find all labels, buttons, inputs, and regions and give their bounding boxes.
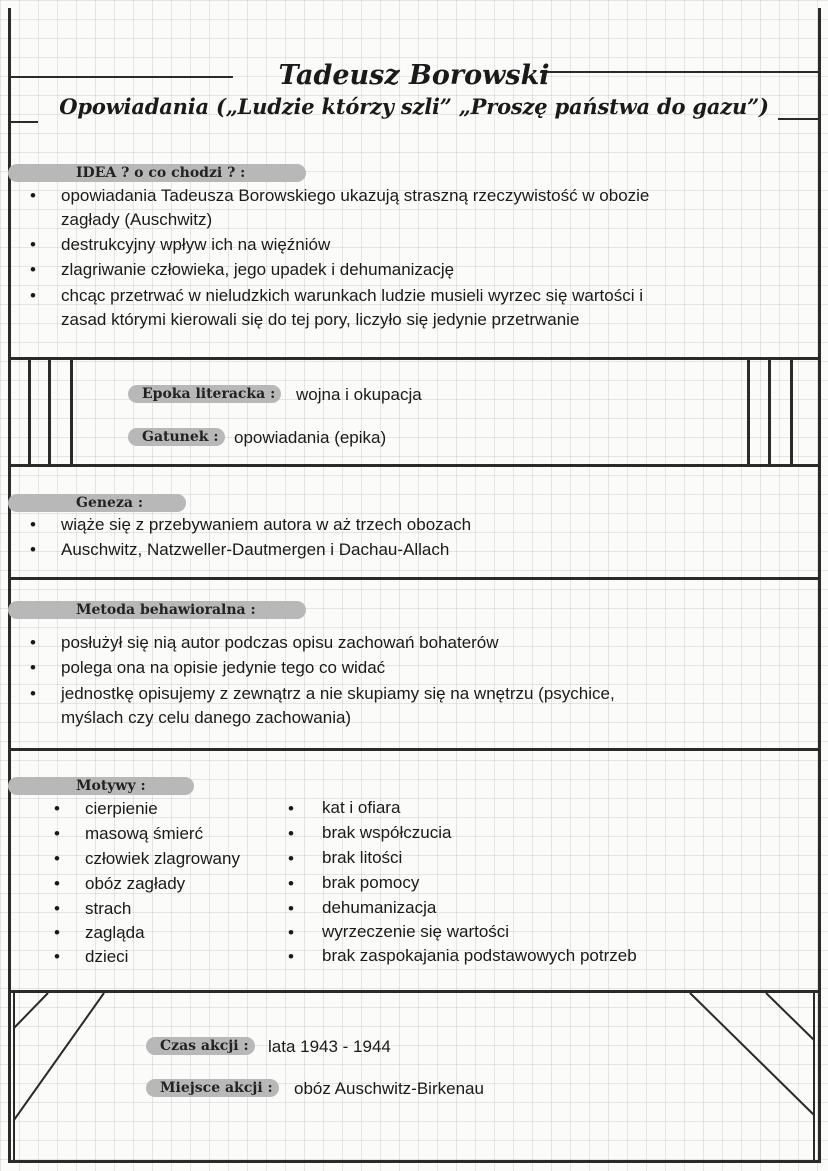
bullet-icon: • [54,947,60,966]
bullet-icon: • [288,947,294,966]
bullet-icon: • [288,849,294,868]
list-item: człowiek zlagrowany [85,849,240,868]
czas-label: Czas akcji : [146,1037,255,1055]
list-item: brak zaspokajania podstawowych potrzeb [322,946,637,965]
bullet-icon: • [54,923,60,942]
list-item: wyrzeczenie się wartości [322,922,510,941]
bullet-icon: • [54,849,60,868]
list-item: dehumanizacja [322,898,437,917]
list-item: kat i ofiara [322,798,401,817]
list-item: zagląda [85,923,145,942]
bullet-icon: • [288,824,294,843]
bullet-icon: • [30,684,36,703]
bullet-icon: • [30,540,36,559]
bullet-icon: • [30,515,36,534]
miejsce-value: obóz Auschwitz-Birkenau [294,1079,484,1098]
list-item: chcąc przetrwać w nieludzkich warunkach ludzie musieli wyrzec się wartości i [61,286,643,305]
bullet-icon: • [288,799,294,818]
bullet-icon: • [288,874,294,893]
bullet-icon: • [30,186,36,205]
list-item: cierpienie [85,799,158,818]
list-item: strach [85,899,132,918]
motywy-label: Motywy : [8,777,194,795]
list-item: opowiadania Tadeusza Borowskiego ukazują straszną rzeczywistość w obozie [61,186,650,205]
bullet-icon: • [30,235,36,254]
gatunek-label: Gatunek : [128,428,225,446]
list-item: Auschwitz, Natzweller-Dautmergen i Dachau-Allach [61,540,450,559]
list-item: polega ona na opisie jedynie tego co widać [61,658,386,677]
bullet-icon: • [54,874,60,893]
list-item: posłużył się nią autor podczas opisu zachowań bohaterów [61,633,499,652]
page-subtitle: Opowiadania („Ludzie którzy szli” „Proszę państwa do gazu”) [59,94,769,119]
bullet-icon: • [30,658,36,677]
list-item: brak litości [322,848,403,867]
list-item: obóz zagłady [85,874,186,893]
miejsce-label: Miejsce akcji : [146,1079,279,1097]
bullet-icon: • [54,799,60,818]
metoda-label: Metoda behawioralna : [8,601,306,619]
bullet-icon: • [54,824,60,843]
list-item: brak pomocy [322,873,420,892]
bullet-icon: • [54,899,60,918]
czas-value: lata 1943 - 1944 [268,1037,391,1056]
list-item-continuation: zagłady (Auschwitz) [61,210,213,229]
list-item: jednostkę opisujemy z zewnątrz a nie skupiamy się na wnętrzu (psychice, [61,684,615,703]
list-item: masową śmierć [85,824,204,843]
list-item: zlagriwanie człowieka, jego upadek i dehumanizację [61,260,455,279]
list-item-continuation: myślach czy celu danego zachowania) [61,708,352,727]
page-title: Tadeusz Borowski [278,60,550,91]
bullet-icon: • [30,286,36,305]
bullet-icon: • [30,260,36,279]
geneza-label: Geneza : [8,494,186,512]
list-item: destrukcyjny wpływ ich na więźniów [61,235,331,254]
epoka-value: wojna i okupacja [296,385,422,404]
list-item: wiąże się z przebywaniem autora w aż trzech obozach [61,515,472,534]
idea-label: IDEA ? o co chodzi ? : [8,164,306,182]
bullet-icon: • [288,899,294,918]
epoka-label: Epoka literacka : [128,385,281,403]
list-item: dzieci [85,947,129,966]
gatunek-value: opowiadania (epika) [234,428,387,447]
bullet-icon: • [288,923,294,942]
list-item: brak współczucia [322,823,452,842]
list-item-continuation: zasad którymi kierowali się do tej pory, liczyło się jedynie przetrwanie [61,310,580,329]
bullet-icon: • [30,633,36,652]
